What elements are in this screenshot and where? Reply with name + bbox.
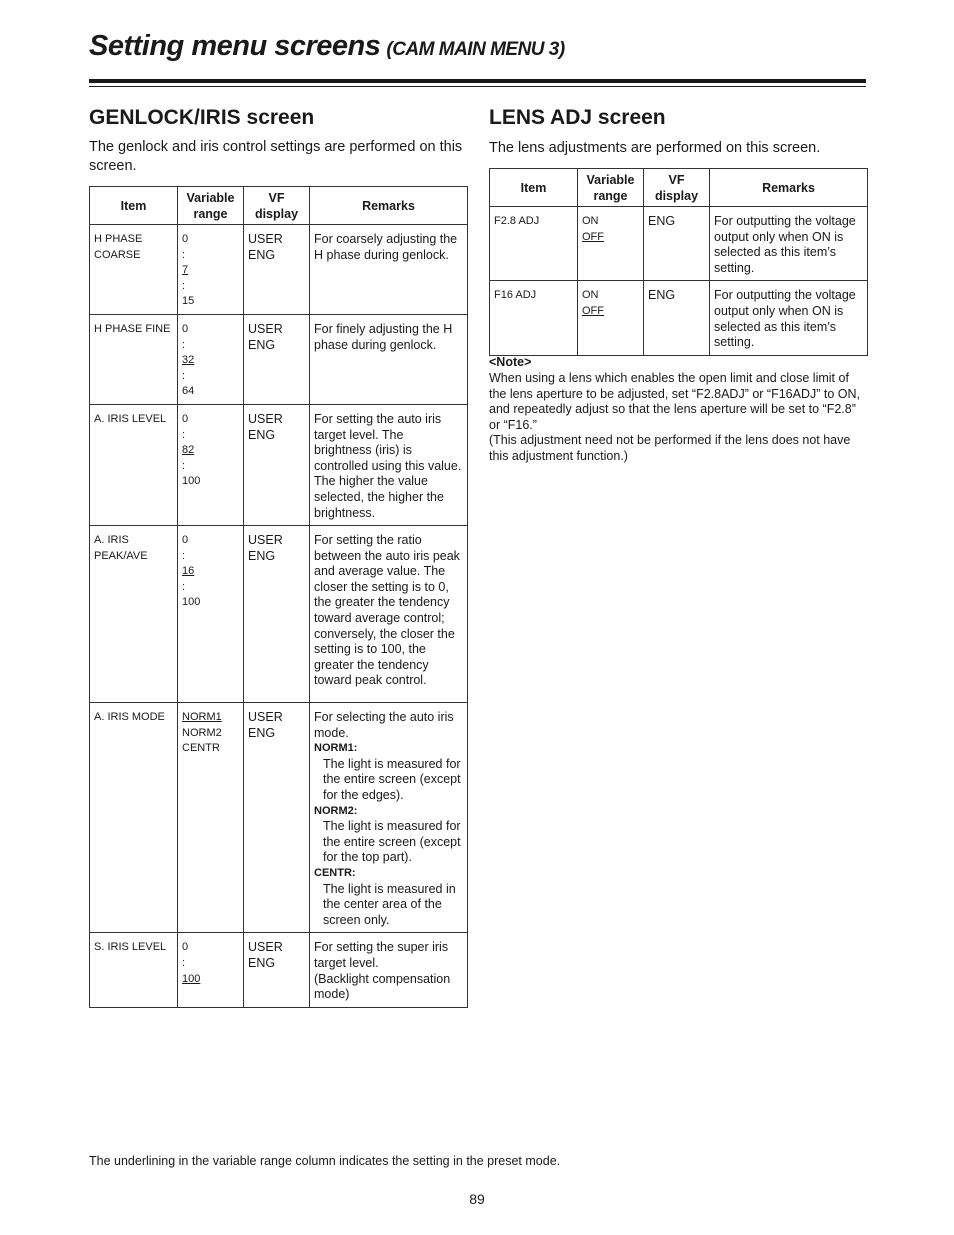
col-header-range-line2: range bbox=[593, 188, 628, 203]
range-value: : bbox=[182, 248, 186, 261]
range-value: NORM2 bbox=[182, 726, 222, 739]
note-text: When using a lens which enables the open limit and close limit of the lens aperture to be adjusted, set “F2.8ADJ” or “F16ADJ” to ON, and repeatedly adjust so that the lens aperture will be set to “F2.8” or “F16.” bbox=[489, 371, 860, 432]
item-text: A. IRIS bbox=[94, 534, 129, 547]
item-cell bbox=[90, 526, 178, 703]
remarks-cell: For finely adjusting the H phase during genlock. bbox=[310, 314, 468, 404]
table-row bbox=[90, 314, 468, 404]
col-header-vf-line1: VF bbox=[668, 172, 685, 187]
col-header-vf-line2: display bbox=[654, 188, 699, 203]
lens-table bbox=[489, 168, 868, 356]
remarks-cell: For setting the ratio between the auto iris peak and average value. The closer the setting is to 0, the greater the tendency toward average control; conversely, the closer the setting is to 100, the greater the tendency toward peak control. bbox=[310, 526, 468, 703]
vf-value: ENG bbox=[648, 214, 676, 228]
vf-value: USER bbox=[248, 940, 283, 955]
item-cell bbox=[90, 314, 178, 404]
item-text: S. IRIS LEVEL bbox=[94, 941, 167, 954]
page-number: 89 bbox=[469, 1191, 485, 1207]
item-cell bbox=[90, 225, 178, 315]
range-value: : bbox=[182, 279, 186, 292]
range-value-preset: OFF bbox=[582, 304, 604, 317]
remarks-cell: For outputting the voltage output only when ON is selected as this item’s setting. bbox=[710, 281, 868, 355]
item-text: PEAK/AVE bbox=[94, 549, 148, 562]
table-row bbox=[90, 703, 468, 933]
mode-desc-norm2: The light is measured for the entire screen (except for the top part). bbox=[323, 819, 461, 865]
vf-cell bbox=[244, 225, 310, 315]
page-title bbox=[89, 30, 565, 63]
vf-value: ENG bbox=[248, 427, 276, 442]
vf-cell bbox=[644, 207, 710, 281]
vf-cell bbox=[244, 933, 310, 1007]
lens-table-header-row bbox=[490, 169, 868, 207]
item-cell bbox=[90, 933, 178, 1007]
range-value: : bbox=[182, 580, 186, 593]
range-cell bbox=[178, 933, 244, 1007]
vf-value: ENG bbox=[648, 288, 676, 303]
table-row bbox=[90, 225, 468, 315]
mode-desc-centr: The light is measured in the center area of the screen only. bbox=[323, 881, 456, 927]
range-cell bbox=[178, 404, 244, 525]
range-cell bbox=[578, 281, 644, 355]
col-header-vf-line2: display bbox=[254, 206, 299, 221]
item-cell bbox=[490, 207, 578, 281]
genlock-intro: The genlock and iris control settings are performed on this screen. bbox=[89, 139, 463, 174]
title-rule-thin bbox=[89, 86, 866, 87]
col-header-remarks: Remarks bbox=[310, 187, 468, 225]
item-text: F2.8 ADJ bbox=[494, 215, 540, 227]
col-header-range-line1: Variable bbox=[586, 172, 635, 187]
range-value: : bbox=[182, 549, 186, 562]
range-value: 0 bbox=[182, 941, 189, 954]
genlock-section-title: GENLOCK/IRIS screen bbox=[89, 106, 315, 129]
col-header-vf bbox=[644, 169, 710, 207]
mode-label-norm1: NORM1: bbox=[314, 742, 358, 755]
col-header-remarks: Remarks bbox=[710, 169, 868, 207]
col-header-range bbox=[578, 169, 644, 207]
range-cell bbox=[578, 207, 644, 281]
note-heading: <Note> bbox=[489, 355, 532, 369]
vf-value: USER bbox=[248, 710, 283, 725]
vf-value: ENG bbox=[248, 247, 276, 262]
item-text: A. IRIS MODE bbox=[94, 711, 165, 724]
mode-desc-norm1: The light is measured for the entire screen (except for the edges). bbox=[323, 756, 461, 803]
range-value: ON bbox=[582, 289, 599, 302]
col-header-vf-line1: VF bbox=[268, 190, 285, 205]
vf-cell bbox=[644, 281, 710, 355]
vf-value: ENG bbox=[248, 956, 276, 970]
col-header-range bbox=[178, 187, 244, 225]
mode-label-norm2: NORM2: bbox=[314, 804, 358, 817]
item-cell bbox=[90, 404, 178, 525]
range-value: : bbox=[182, 428, 186, 441]
vf-value: ENG bbox=[248, 337, 276, 352]
page-title-main: Setting menu screens bbox=[89, 30, 381, 62]
range-value: 15 bbox=[182, 295, 195, 308]
item-text: H PHASE bbox=[94, 233, 143, 245]
remarks-text-extra: (Backlight compensation mode) bbox=[314, 971, 451, 1002]
remarks-cell bbox=[310, 703, 468, 933]
range-value: : bbox=[182, 957, 186, 969]
lens-section-title: LENS ADJ screen bbox=[489, 106, 666, 129]
item-text: A. IRIS LEVEL bbox=[94, 412, 167, 425]
range-value: 64 bbox=[182, 385, 195, 398]
range-value-preset: 16 bbox=[182, 565, 195, 578]
range-cell bbox=[178, 314, 244, 404]
range-value-preset: 82 bbox=[182, 444, 195, 457]
range-value: : bbox=[182, 369, 186, 382]
col-header-vf bbox=[244, 187, 310, 225]
note-body bbox=[489, 371, 869, 465]
range-value: 0 bbox=[182, 233, 189, 245]
table-row bbox=[90, 526, 468, 703]
table-row bbox=[90, 933, 468, 1007]
vf-cell bbox=[244, 404, 310, 525]
vf-value: USER bbox=[248, 232, 283, 246]
vf-cell bbox=[244, 526, 310, 703]
genlock-table-header-row bbox=[90, 187, 468, 225]
range-value: 100 bbox=[182, 596, 201, 609]
item-cell bbox=[490, 281, 578, 355]
vf-cell bbox=[244, 314, 310, 404]
table-row bbox=[490, 207, 868, 281]
remarks-text: For selecting the auto iris mode. bbox=[314, 710, 454, 740]
remarks-text: For setting the super iris target level. bbox=[314, 940, 449, 970]
range-value: 0 bbox=[182, 412, 189, 425]
range-value-preset: 32 bbox=[182, 354, 195, 367]
underline-footnote: The underlining in the variable range column indicates the setting in the preset mode. bbox=[89, 1154, 561, 1168]
range-value-preset: 100 bbox=[182, 972, 201, 985]
range-value-preset: NORM1 bbox=[182, 711, 222, 724]
item-text: F16 ADJ bbox=[494, 289, 537, 302]
remarks-cell: For coarsely adjusting the H phase during genlock. bbox=[310, 225, 468, 315]
range-cell bbox=[178, 225, 244, 315]
lens-intro: The lens adjustments are performed on this screen. bbox=[489, 140, 821, 156]
col-header-range-line1: Variable bbox=[186, 190, 235, 205]
item-text: H PHASE FINE bbox=[94, 322, 171, 335]
range-value-preset: 7 bbox=[182, 264, 189, 277]
vf-value: USER bbox=[248, 321, 283, 336]
mode-label-centr: CENTR: bbox=[314, 867, 356, 880]
vf-value: ENG bbox=[248, 548, 276, 563]
range-value-preset: OFF bbox=[582, 230, 604, 243]
item-text: COARSE bbox=[94, 248, 141, 261]
range-value: ON bbox=[582, 215, 599, 227]
page-title-subtitle: (CAM MAIN MENU 3) bbox=[386, 39, 565, 60]
col-header-item: Item bbox=[90, 187, 178, 225]
vf-value: USER bbox=[248, 533, 283, 548]
vf-value: ENG bbox=[248, 725, 276, 740]
table-row bbox=[90, 404, 468, 525]
vf-value: USER bbox=[248, 411, 283, 426]
range-value: 0 bbox=[182, 322, 189, 335]
note-text-extra: (This adjustment need not be performed if the lens does not have this adjustment function.) bbox=[489, 433, 851, 463]
col-header-item: Item bbox=[490, 169, 578, 207]
remarks-cell: For outputting the voltage output only when ON is selected as this item’s setting. bbox=[710, 207, 868, 281]
remarks-cell bbox=[310, 933, 468, 1007]
col-header-range-line2: range bbox=[193, 206, 228, 221]
range-value: CENTR bbox=[182, 742, 220, 755]
item-cell bbox=[90, 703, 178, 933]
remarks-cell: For setting the auto iris target level. The brightness (iris) is controlled using this value. The higher the value selected, the higher the brightness. bbox=[310, 404, 468, 525]
range-value: : bbox=[182, 459, 186, 472]
genlock-table bbox=[89, 186, 468, 1008]
vf-cell bbox=[244, 703, 310, 933]
range-value: 100 bbox=[182, 475, 201, 488]
range-cell bbox=[178, 526, 244, 703]
range-cell bbox=[178, 703, 244, 933]
table-row bbox=[490, 281, 868, 355]
range-value: 0 bbox=[182, 534, 189, 547]
range-value: : bbox=[182, 338, 186, 351]
title-rule-thick bbox=[89, 79, 866, 83]
